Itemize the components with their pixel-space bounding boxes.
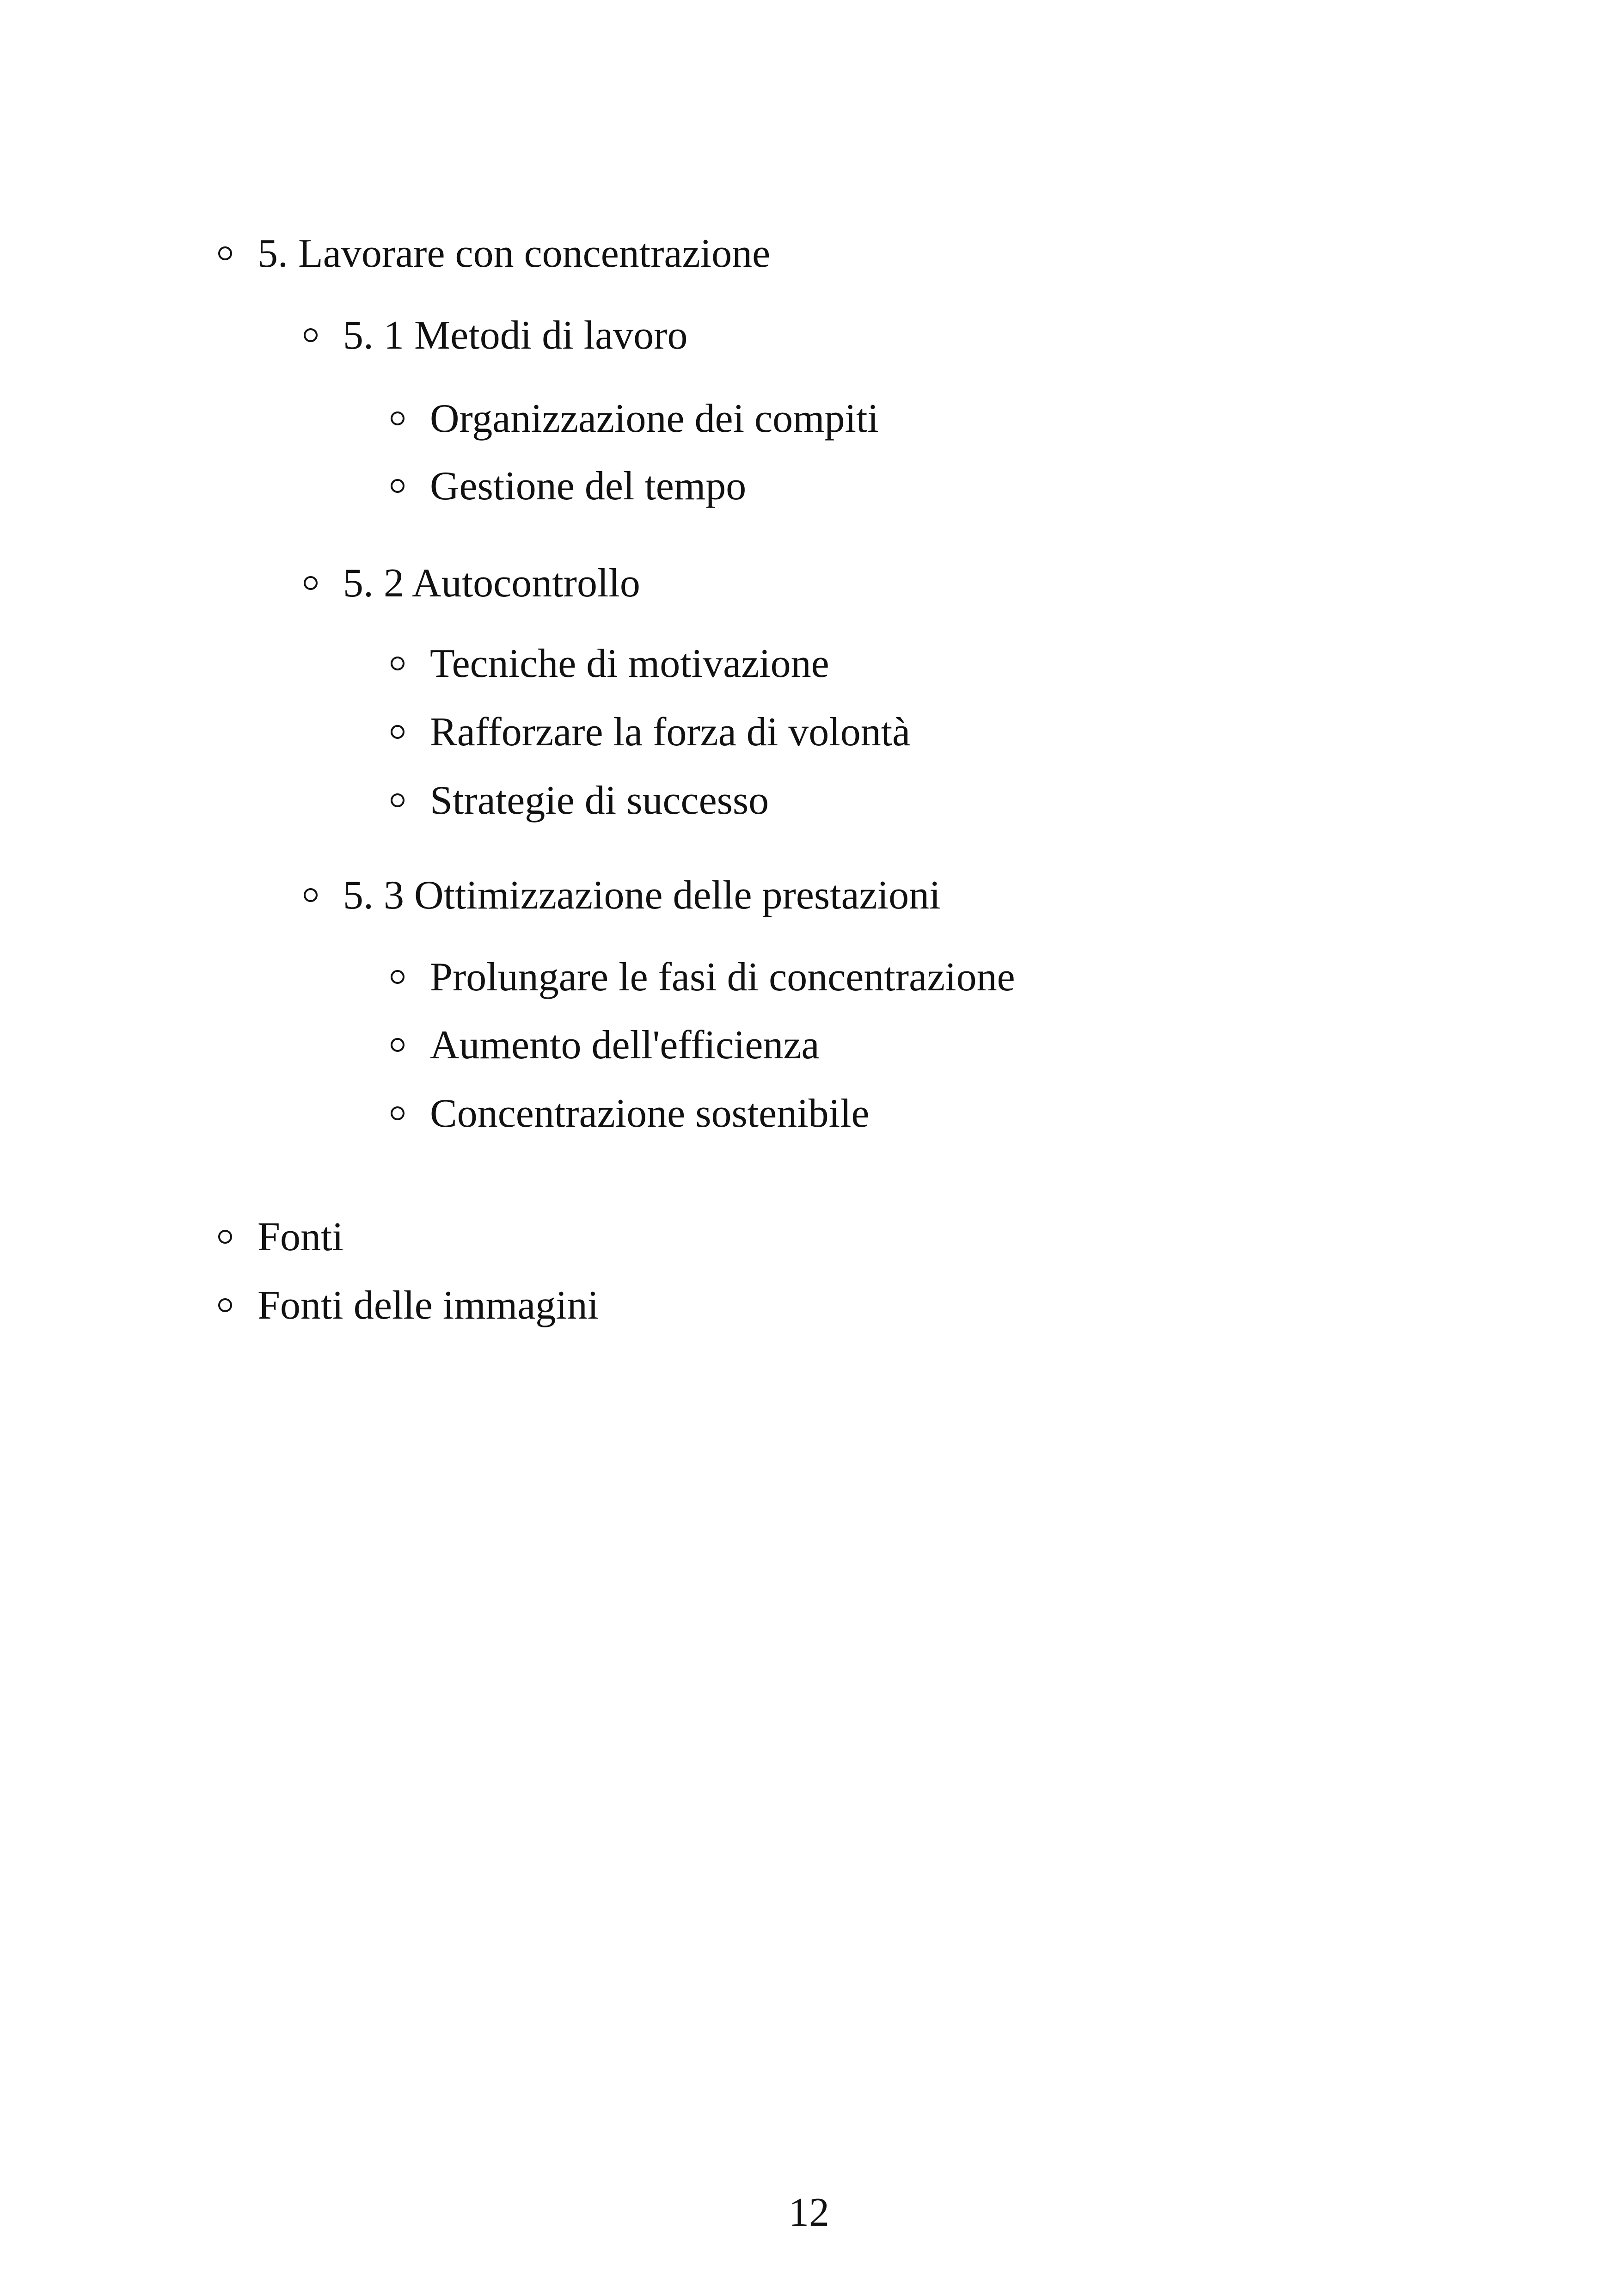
toc-item-label: Fonti xyxy=(257,1215,343,1259)
hollow-circle-bullet-icon xyxy=(218,1230,232,1244)
toc-item-label: 5. 2 Autocontrollo xyxy=(343,561,640,606)
hollow-circle-bullet-icon xyxy=(391,793,404,807)
toc-item-label: 5. Lavorare con concentrazione xyxy=(257,231,771,276)
hollow-circle-bullet-icon xyxy=(391,725,404,739)
toc-item-label: Rafforzare la forza di volontà xyxy=(430,710,911,755)
hollow-circle-bullet-icon xyxy=(218,1298,232,1312)
hollow-circle-bullet-icon xyxy=(391,1106,404,1120)
page-number: 12 xyxy=(789,2190,829,2235)
hollow-circle-bullet-icon xyxy=(304,576,318,590)
hollow-circle-bullet-icon xyxy=(218,246,232,260)
toc-item-label: Gestione del tempo xyxy=(430,464,747,509)
hollow-circle-bullet-icon xyxy=(391,411,404,425)
toc-item-label: Tecniche di motivazione xyxy=(430,641,829,686)
toc-item-label: 5. 1 Metodi di lavoro xyxy=(343,313,688,358)
toc-item-label: Strategie di successo xyxy=(430,778,769,823)
hollow-circle-bullet-icon xyxy=(391,1038,404,1052)
hollow-circle-bullet-icon xyxy=(304,888,318,902)
hollow-circle-bullet-icon xyxy=(391,479,404,493)
toc-item-label: Concentrazione sostenibile xyxy=(430,1091,870,1136)
toc-item-label: Prolungare le fasi di concentrazione xyxy=(430,955,1015,1000)
hollow-circle-bullet-icon xyxy=(391,970,404,984)
toc-item-label: Organizzazione dei compiti xyxy=(430,396,879,441)
toc-item-label: 5. 3 Ottimizzazione delle prestazioni xyxy=(343,873,941,918)
toc-item-label: Aumento dell'efficienza xyxy=(430,1023,820,1068)
hollow-circle-bullet-icon xyxy=(304,328,318,342)
hollow-circle-bullet-icon xyxy=(391,657,404,670)
toc-item-label: Fonti delle immagini xyxy=(257,1283,599,1328)
